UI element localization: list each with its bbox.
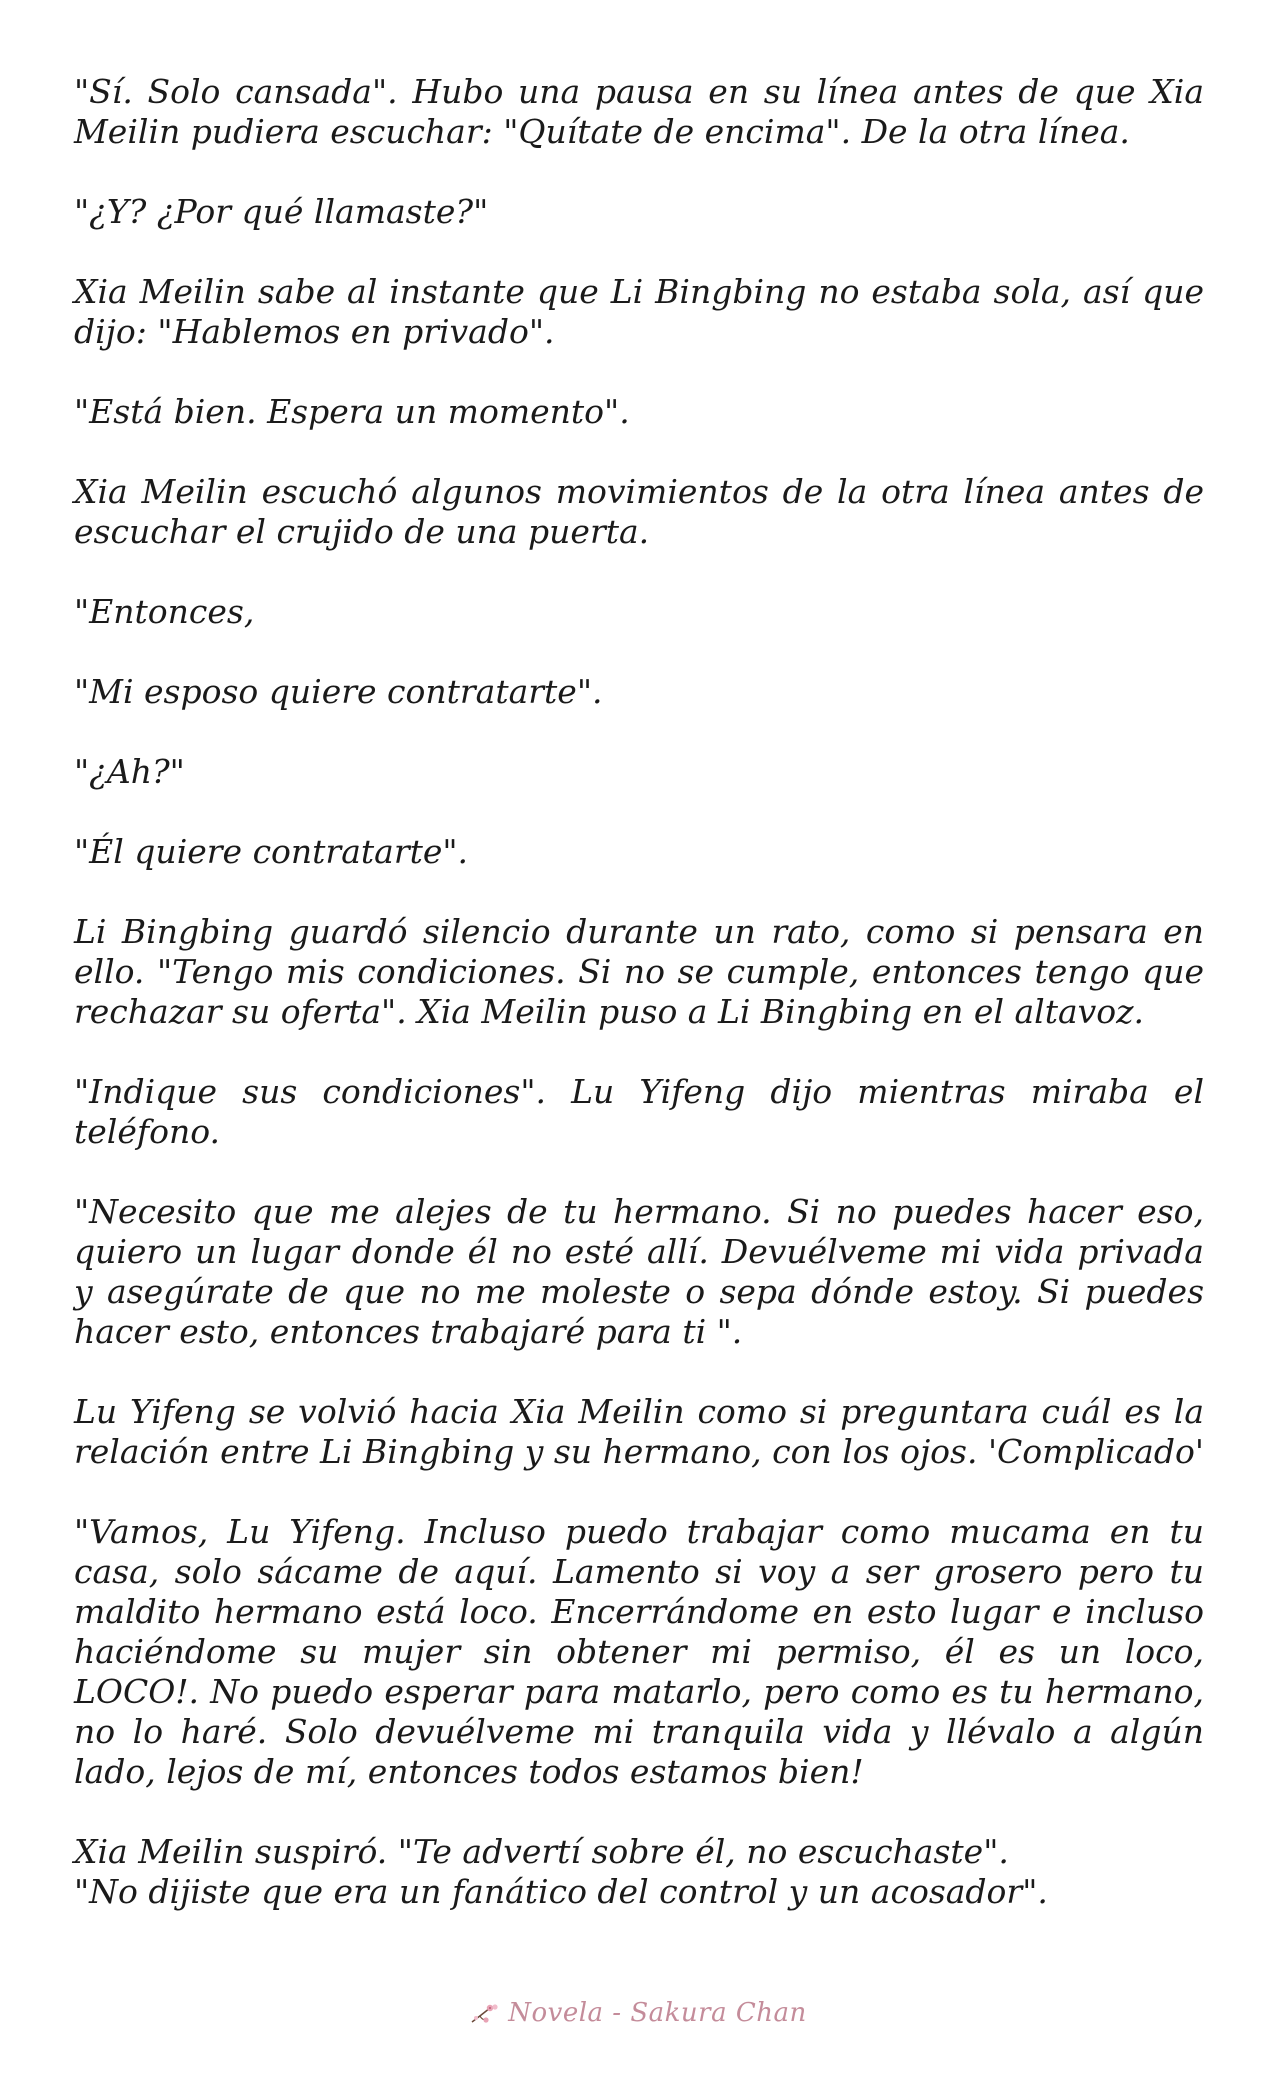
paragraph: Xia Meilin suspiró. "Te advertí sobre él, no escuchaste". [74, 1832, 1009, 1871]
paragraph: "Necesito que me alejes de tu hermano. Si no puedes hacer eso, quiero un lugar donde él no esté allí. Devuélveme mi vida privada y asegúrate de que no me moleste o sepa dónde estoy. Si puedes hacer esto, entonces trabajaré para ti ". [74, 1192, 1204, 1351]
paragraph: "Él quiere contratarte". [74, 832, 469, 871]
paragraph: "No dijiste que era un fanático del control y un acosador". [74, 1872, 1048, 1911]
watermark [0, 1998, 1275, 2028]
watermark-text: Novela - Sakura Chan [508, 1998, 807, 2028]
paragraph: Xia Meilin sabe al instante que Li Bingbing no estaba sola, así que dijo: "Hablemos en privado". [74, 272, 1204, 351]
paragraph: Lu Yifeng se volvió hacia Xia Meilin como si preguntara cuál es la relación entre Li Bingbing y su hermano, con los ojos. 'Complicado' [74, 1392, 1204, 1471]
paragraph: "Indique sus condiciones". Lu Yifeng dijo mientras miraba el teléfono. [74, 1072, 1204, 1151]
paragraph: Xia Meilin escuchó algunos movimientos de la otra línea antes de escuchar el crujido de una puerta. [74, 472, 1204, 551]
paragraph: "¿Y? ¿Por qué llamaste?" [74, 192, 489, 231]
document-body [74, 72, 1204, 1912]
paragraph: Li Bingbing guardó silencio durante un rato, como si pensara en ello. "Tengo mis condiciones. Si no se cumple, entonces tengo que rechazar su oferta". Xia Meilin puso a Li Bingbing en el altavoz. [74, 912, 1204, 1031]
sakura-flower-icon [468, 2002, 502, 2026]
paragraph: "Está bien. Espera un momento". [74, 392, 630, 431]
paragraph: "Sí. Solo cansada". Hubo una pausa en su línea antes de que Xia Meilin pudiera escuchar: "Quítate de encima". De la otra línea. [74, 72, 1204, 151]
paragraph: "Vamos, Lu Yifeng. Incluso puedo trabajar como mucama en tu casa, solo sácame de aquí. Lamento si voy a ser grosero pero tu maldito hermano está loco. Encerrándome en esto lugar e incluso haciéndome su mujer sin obtener mi permiso, él es un loco, LOCO!. No puedo esperar para matarlo, pero como es tu hermano, no lo haré. Solo devuélveme mi tranquila vida y llévalo a algún lado, lejos de mí, entonces todos estamos bien! [74, 1512, 1204, 1791]
paragraph: "Entonces, [74, 592, 255, 631]
paragraph: "¿Ah?" [74, 752, 185, 791]
paragraph: "Mi esposo quiere contratarte". [74, 672, 603, 711]
